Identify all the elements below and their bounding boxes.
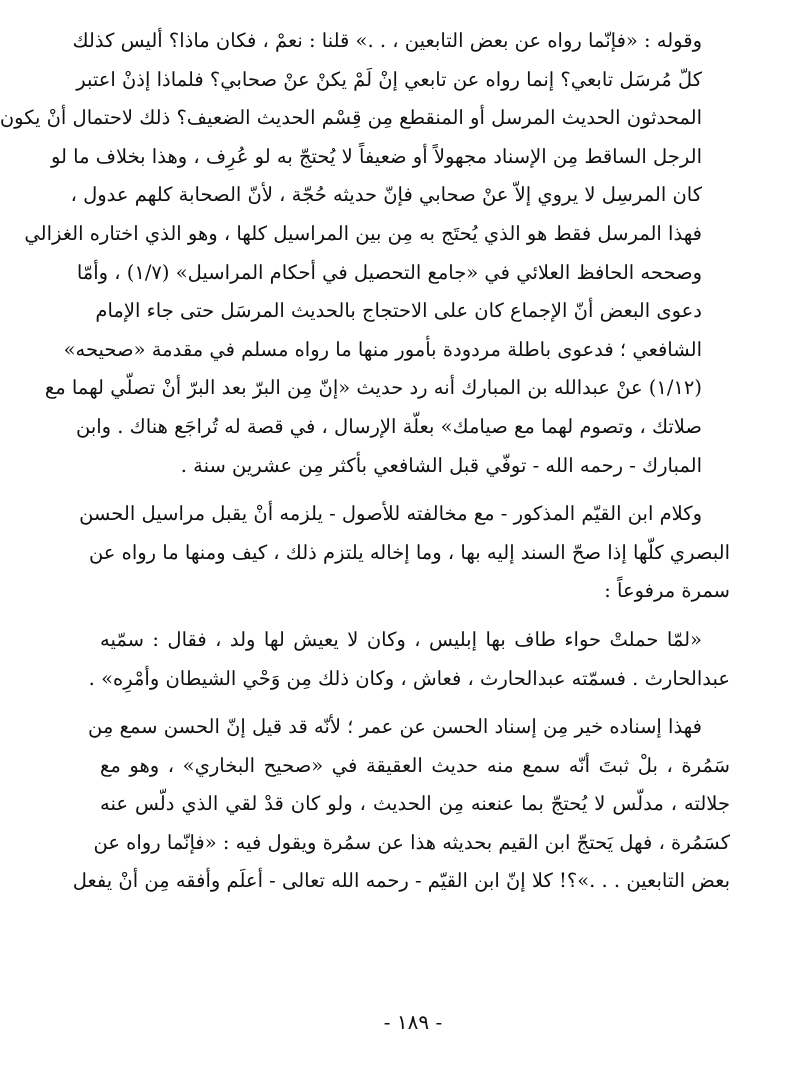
paragraph-gap (100, 485, 730, 495)
text-line: البصري كلّها إذا صحّ السند إليه بها ، وما إخاله يلتزم ذلك ، كيف ومنها ما رواه عن (88, 540, 730, 564)
text-line: بعض التابعين . . .»؟! كلا إنّ ابن القيّم - رحمه الله تعالى - أعلَم وأفقه مِن أنْ يفعل (72, 869, 730, 893)
text-line: وصححه الحافظ العلائي في «جامع التحصيل في أحكام المراسيل» (١/٧) ، وأمّا (76, 260, 702, 284)
paragraph-2 (79, 495, 730, 611)
page-body (0, 22, 730, 901)
text-line: الرجل الساقط مِن الإسناد مجهولاً أو ضعيفاً لا يُحتجّ به لو عُرِف ، وهذا بخلاف ما لو (50, 144, 702, 168)
text-line: سَمُرة ، بلْ ثبتَ أنّه سمع منه حديث العقيقة في «صحيح البخاري» ، وهو مع (100, 753, 730, 777)
text-line: (١/١٢) عنْ عبدالله بن المبارك أنه رد حديث «إنّ مِن البرّ بعد البرّ أنْ تصلّي لهما مع (44, 376, 702, 400)
text-line: جلالته ، مدلّس لا يُحتجّ بما عنعنه مِن الحديث ، ولو كان قدْ لقي الذي دلّس عنه (100, 792, 730, 816)
text-line: المحدثون الحديث المرسل أو المنقطع مِن قِسْم الحديث الضعيف؟ ذلك لاحتمال أنْ يكون (0, 106, 702, 130)
text-line: سمرة مرفوعاً : (604, 579, 730, 603)
text-line: «لمّا حملتْ حواء طاف بها إبليس ، وكان لا يعيش لها ولد ، فقال : سمّيه (100, 627, 702, 651)
text-line: المبارك - رحمه الله - توفّي قبل الشافعي بأكثر مِن عشرين سنة . (180, 453, 702, 477)
text-line: دعوى البعض أنّ الإجماع كان على الاحتجاج بالحديث المرسَل حتى جاء الإمام (95, 299, 702, 323)
text-line: فهذا إسناده خير مِن إسناد الحسن عن عمر ؛ لأنّه قد قيل إنّ الحسن سمع مِن (88, 715, 702, 739)
paragraph-gap (100, 698, 730, 708)
text-line: وقوله : «فإنّما رواه عن بعض التابعين ، . .» قلنا : نعمْ ، فكان ماذا؟ أليس كذلك (72, 29, 702, 52)
text-line: فهذا المرسل فقط هو الذي يُحتَج به مِن بين المراسيل كلها ، وهو الذي اختاره الغزالي (24, 221, 702, 245)
text-line: كان المرسِل لا يروي إلاّ عنْ صحابي فإنّ حديثه حُجّة ، لأنّ الصحابة كلهم عدول ، (70, 183, 702, 207)
paragraph-4 (72, 708, 730, 901)
paragraph-gap (100, 611, 730, 621)
text-line: الشافعي ؛ فدعوى باطلة مردودة بأمور منها ما رواه مسلم في مقدمة «صحيحه» (63, 337, 702, 361)
text-line: كلّ مُرسَل تابعي؟ إنما رواه عن تابعي إنْ لَمْ يكنْ عنْ صحابي؟ فلماذا إذنْ اعتبر (76, 67, 702, 91)
paragraph-1 (0, 22, 730, 485)
text-line: وكلام ابن القيّم المذكور - مع مخالفته للأصول - يلزمه أنْ يقبل مراسيل الحسن (79, 502, 702, 526)
page-number: - ١٨٩ - (383, 1010, 443, 1034)
text-line: عبدالحارث . فسمّته عبدالحارث ، فعاش ، وكان ذلك مِن وَحْي الشيطان وأمْرِه» . (88, 666, 730, 690)
text-line: كسَمُرة ، فهل يَحتجّ ابن القيم بحديثه هذا عن سمُرة ويقول فيه : «فإنّما رواه عن (93, 830, 730, 854)
hadith-quote (88, 621, 730, 698)
text-line: صلاتك ، وتصوم لهما مع صيامك» بعلّة الإرسال ، في قصة له تُراجَع هناك . وابن (75, 414, 702, 438)
